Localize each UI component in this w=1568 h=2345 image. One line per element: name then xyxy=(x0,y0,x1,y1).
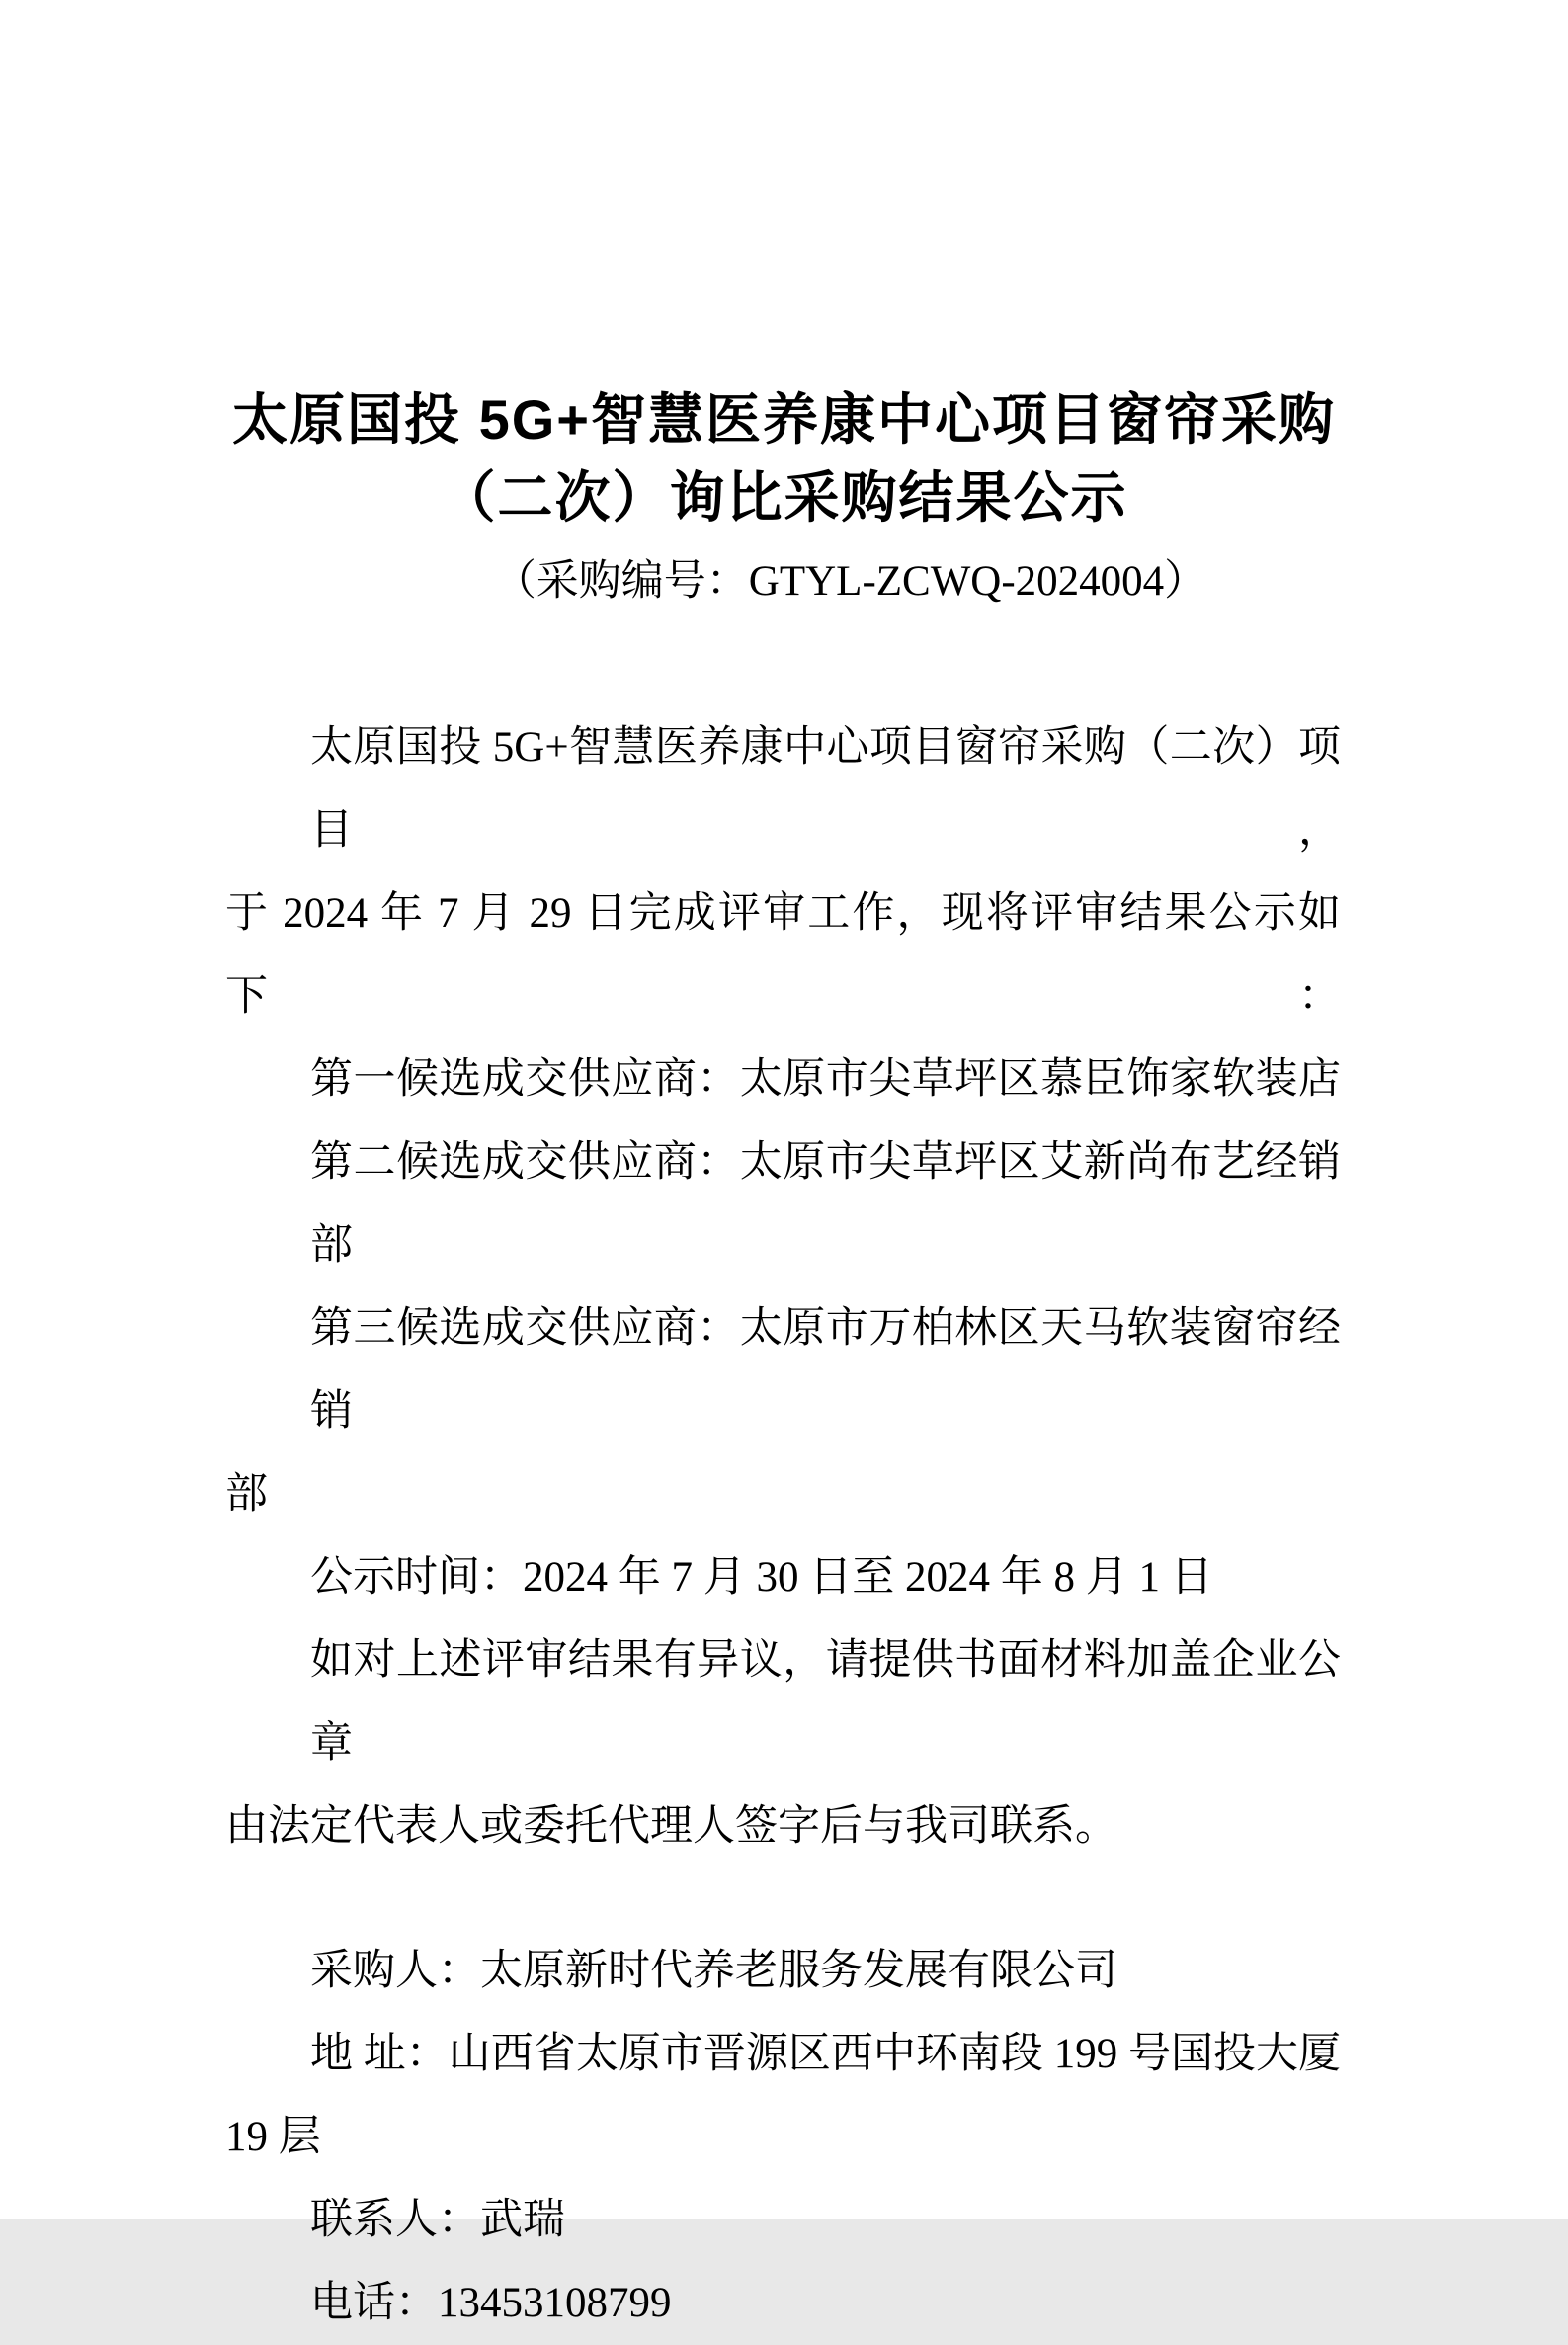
address-line-2: 19 层 xyxy=(225,2114,321,2160)
purchaser-line: 采购人：太原新时代养老服务发展有限公司 xyxy=(310,1948,1117,1994)
address-line-1: 地 址：山西省太原市晋源区西中环南段 199 号国投大厦 xyxy=(310,2031,1341,2077)
objection-line-2: 由法定代表人或委托代理人签字后与我司联系。 xyxy=(225,1803,1117,1850)
candidate-3-wrap-line: 部 xyxy=(225,1471,268,1518)
procurement-number: （采购编号：GTYL-ZCWQ-2024004） xyxy=(493,558,1207,605)
intro-line-1: 太原国投 5G+智慧医养康中心项目窗帘采购（二次）项目， xyxy=(310,724,1341,854)
phone-line: 电话：13453108799 xyxy=(310,2280,672,2326)
document-title-line-1: 太原国投 5G+智慧医养康中心项目窗帘采购 xyxy=(232,388,1336,451)
contact-person-line: 联系人：武瑞 xyxy=(310,2197,565,2243)
document-title-line-2: （二次）询比采购结果公示 xyxy=(440,466,1128,529)
objection-line-1: 如对上述评审结果有异议，请提供书面材料加盖企业公章 xyxy=(310,1637,1341,1767)
document-body xyxy=(0,707,1568,2345)
candidate-1-line: 第一候选成交供应商：太原市尖草坪区慕臣饰家软装店 xyxy=(310,1056,1341,1103)
intro-line-2: 于 2024 年 7 月 29 日完成评审工作，现将评审结果公示如下： xyxy=(225,890,1341,1020)
candidate-2-line: 第二候选成交供应商：太原市尖草坪区艾新尚布艺经销部 xyxy=(310,1139,1341,1269)
publicity-period-line: 公示时间：2024 年 7 月 30 日至 2024 年 8 月 1 日 xyxy=(310,1554,1213,1601)
section-gap xyxy=(225,1869,1341,1930)
candidate-3-line: 第三候选成交供应商：太原市万柏林区天马软装窗帘经销 xyxy=(310,1305,1341,1435)
